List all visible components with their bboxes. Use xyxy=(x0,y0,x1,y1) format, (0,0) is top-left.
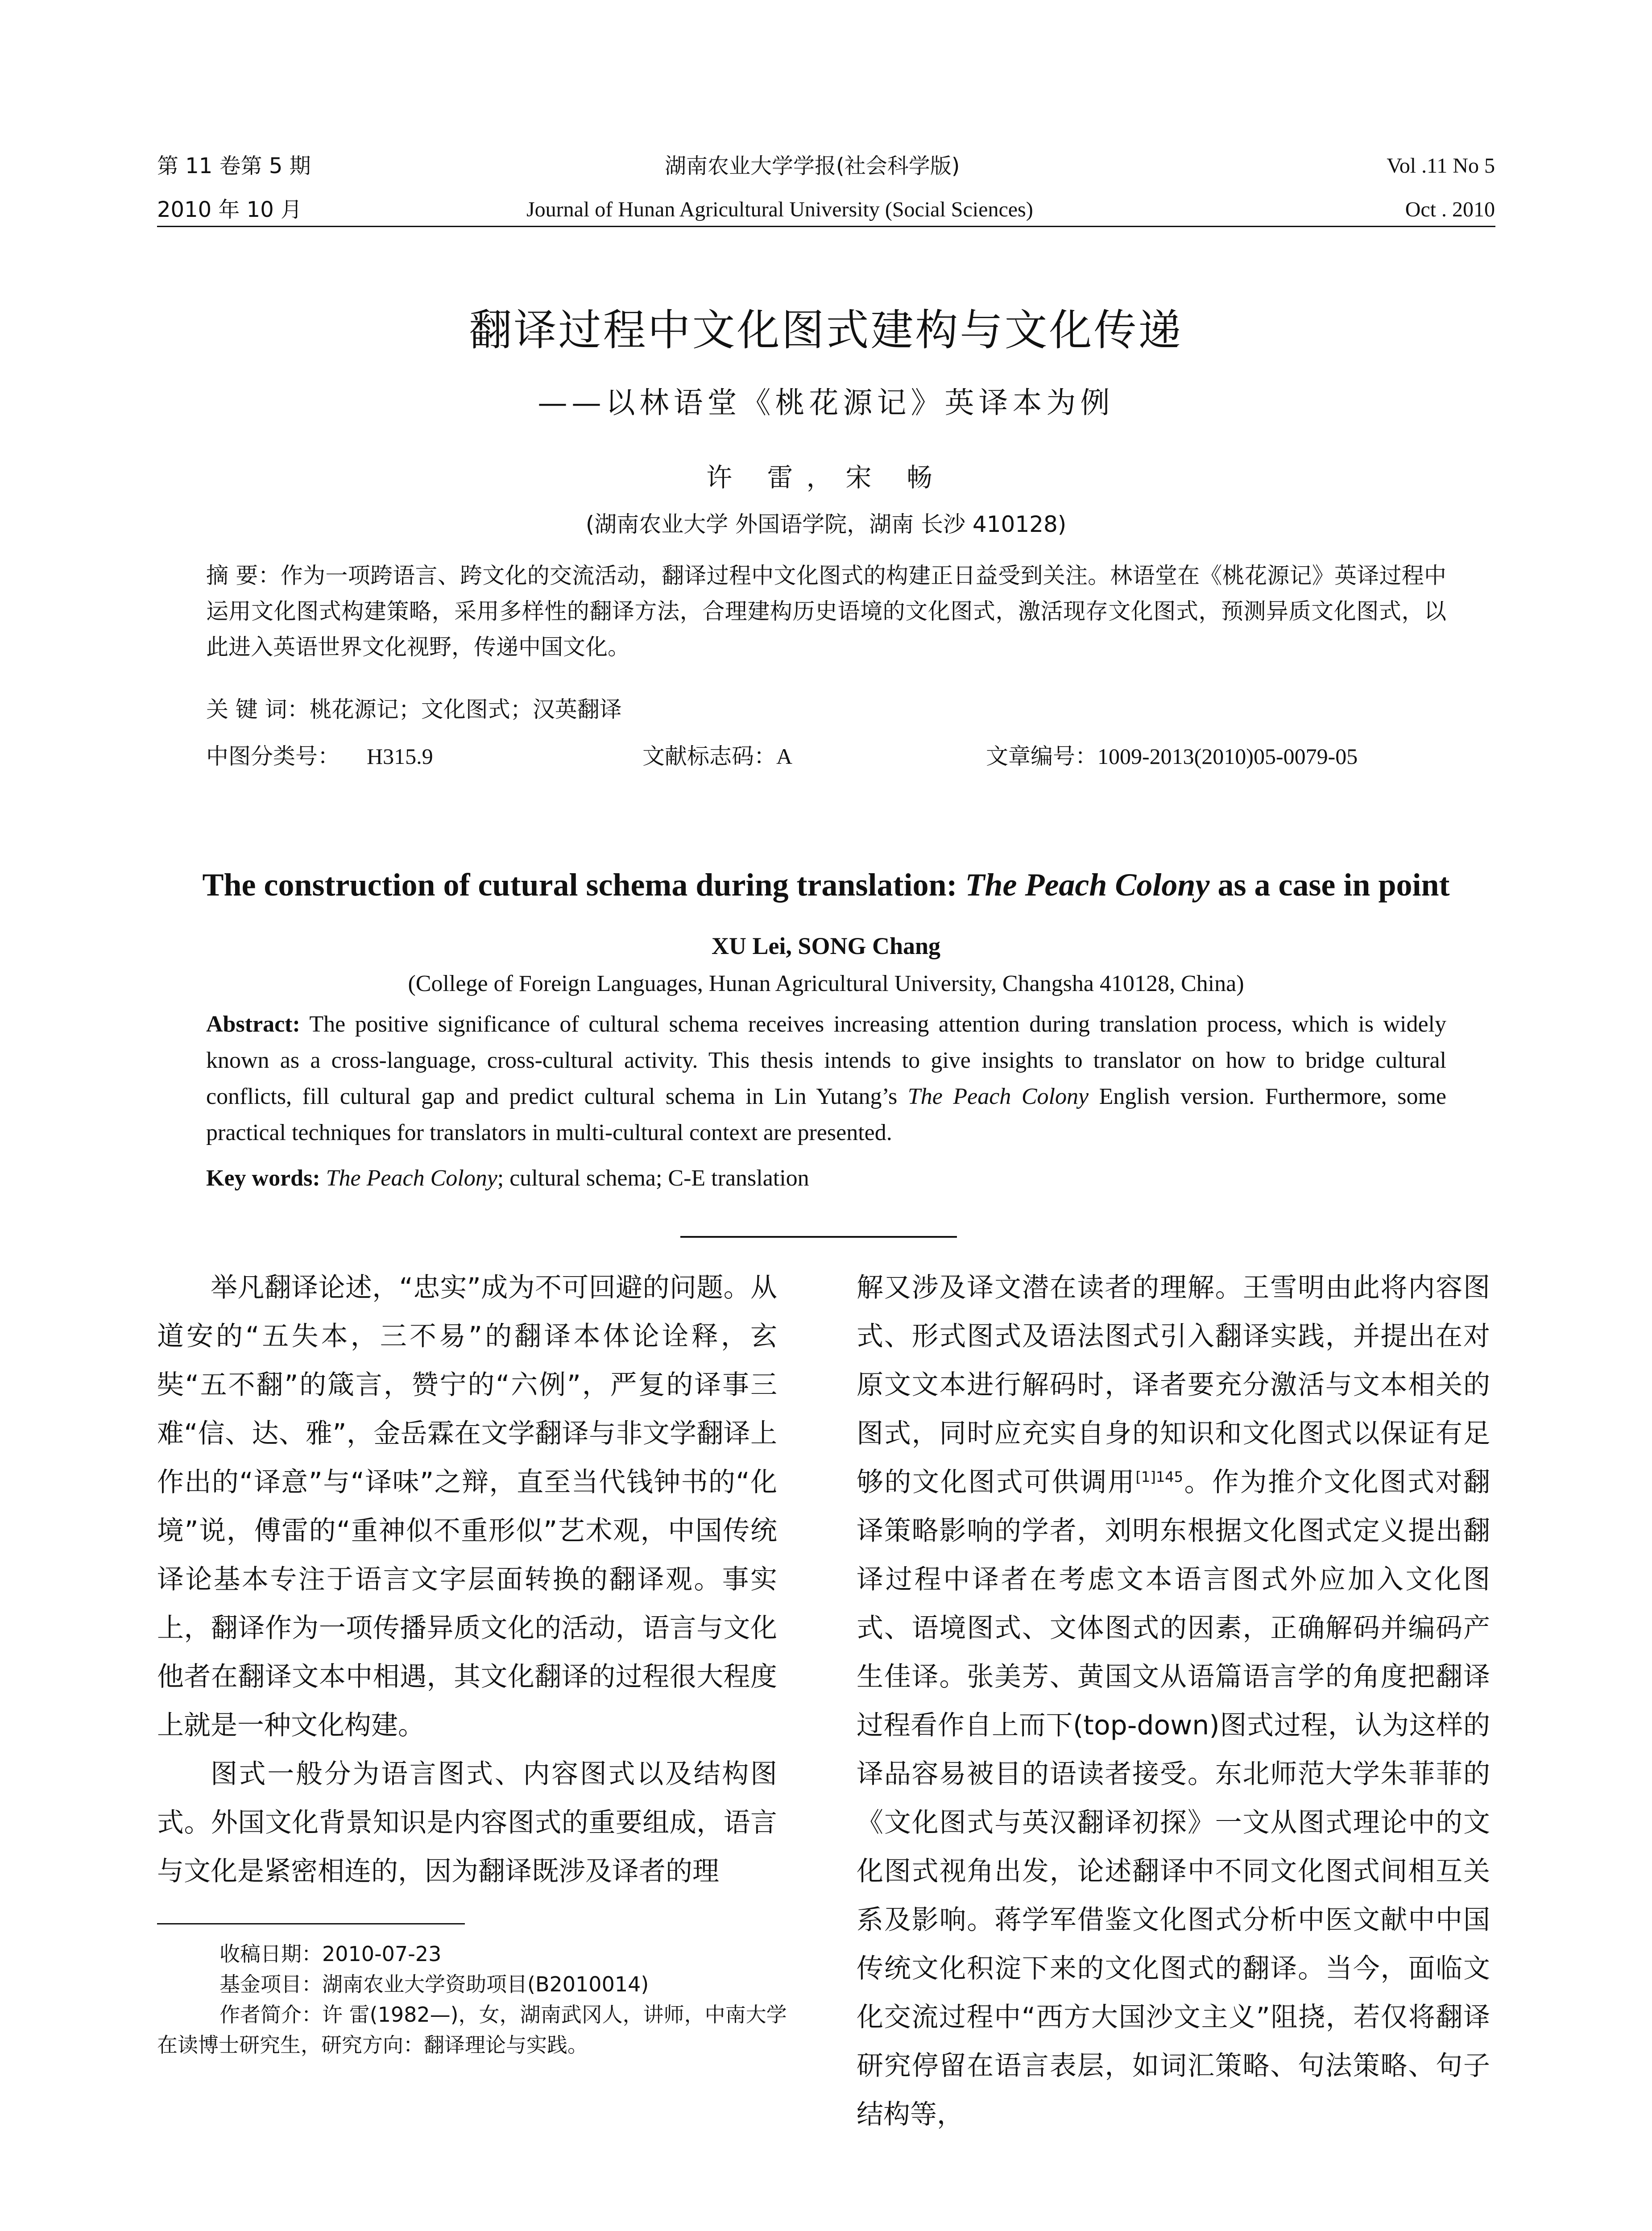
article-code xyxy=(986,741,1358,772)
authors-cn: 许 雷，宋 畅 xyxy=(706,462,946,493)
article-value: 1009-2013(2010)05-0079-05 xyxy=(1097,744,1358,769)
title-en-part2: as a case in point xyxy=(1209,867,1450,903)
body-left-paragraph-2: 图式一般分为语言图式、内容图式以及结构图式。外国文化背景知识是内容图式的重要组成，语言与文化是紧密相连的，因为翻译既涉及译者的理 xyxy=(157,1758,777,1887)
keywords-cn xyxy=(206,692,1446,727)
keywords-en-text: ; cultural schema; C-E translation xyxy=(497,1165,809,1191)
affiliation-en: (College of Foreign Languages, Hunan Agricultural University, Changsha 410128, China) xyxy=(408,971,1244,996)
clc-code xyxy=(206,741,433,772)
body-left-column xyxy=(157,1264,777,1896)
header-journal-cn: 湖南农业大学学报(社会科学版) xyxy=(665,153,960,178)
title-cn: 翻译过程中文化图式建构与文化传递 xyxy=(469,305,1183,355)
footnotes xyxy=(157,1939,791,2060)
header-journal-en: Journal of Hunan Agricultural University (Social Sciences) xyxy=(526,198,1033,221)
body-right-paragraph xyxy=(857,1264,1490,2139)
keywords-cn-label: 关 键 词： xyxy=(206,697,310,722)
doc-value: A xyxy=(776,744,793,769)
header-volume-en: Vol .11 No 5 xyxy=(1387,154,1495,178)
clc-value: H315.9 xyxy=(367,744,433,769)
authors-en: XU Lei, SONG Chang xyxy=(711,933,941,959)
body-left-paragraph-1: 举凡翻译论述，“忠实”成为不可回避的问题。从道安的“五失本，三不易”的翻译本体论诠释，玄奘“五不翻”的箴言，赞宁的“六例”，严复的译事三难“信、达、雅”，金岳霖在文学翻译与非文学翻译上作出的“译意”与“译味”之辩，直至当代钱钟书的“化境”说，傅雷的“重神似不重形似”艺术观，中国传统译论基本专注于语言文字层面转换的翻译观。事实上，翻译作为一项传播异质文化的活动，语言与文化他者在翻译文本中相遇，其文化翻译的过程很大程度上就是一种文化构建。 xyxy=(157,1272,777,1741)
header-date-cn: 2010 年 10 月 xyxy=(157,197,302,222)
abstract-en xyxy=(206,1006,1446,1151)
body-right-text2: 。作为推介文化图式对翻译策略影响的学者，刘明东根据文化图式定义提出翻译过程中译者在考虑文本语言图式外应加入文化图式、语境图式、文体图式的因素，正确解码并编码产生佳译。张美芳、黄国文从语篇语言学的角度把翻译过程看作自上而下(top-down)图式过程，认为这样的译品容易被目的语读者接受。东北师范大学朱菲菲的《文化图式与英汉翻译初探》一文从图式理论中的文化图式视角出发，论述翻译中不同文化图式间相互关系及影响。蒋学军借鉴文化图式分析中医文献中中国传统文化积淀下来的文化图式的翻译。当今，面临文化交流过程中“西方大国沙文主义”阻挠，若仅将翻译研究停留在语言表层，如词汇策略、句法策略、句子结构等， xyxy=(857,1467,1491,2130)
header-rule xyxy=(157,226,1495,227)
keywords-en-italic: The Peach Colony xyxy=(326,1165,497,1191)
article-label: 文章编号： xyxy=(986,743,1097,769)
footnote-author: 作者简介：许 雷(1982—)，女，湖南武冈人，讲师，中南大学在读博士研究生，研究方向：翻译理论与实践。 xyxy=(157,2003,787,2057)
affiliation-cn: (湖南农业大学 外国语学院，湖南 长沙 410128) xyxy=(585,511,1067,537)
abstract-en-label: Abstract: xyxy=(206,1012,300,1037)
abstract-en-text1: The positive significance of cultural schema receives increasing attention during translation process, which is widely known as a cross-language, cross-cultural activity. This thesis intends to give insights to translator on how to bridge cultural conflicts, fill cultural gap and predict cultural schema in Lin Yutang’s xyxy=(206,1012,1446,1109)
abstract-cn-text: 作为一项跨语言、跨文化的交流活动，翻译过程中文化图式的构建正日益受到关注。林语堂在《桃花源记》英译过程中运用文化图式构建策略，采用多样性的翻译方法，合理建构历史语境的文化图式，激活现存文化图式，预测异质文化图式，以此进入英语世界文化视野，传递中国文化。 xyxy=(206,563,1446,660)
keywords-en-label: Key words: xyxy=(206,1165,320,1191)
header-volume-cn: 第 11 卷第 5 期 xyxy=(157,153,311,178)
keywords-en xyxy=(206,1160,1446,1196)
subtitle-cn: ——以林语堂《桃花源记》英译本为例 xyxy=(538,386,1114,420)
section-separator xyxy=(680,1236,957,1238)
clc-label: 中图分类号： xyxy=(206,743,340,769)
title-en-part1: The construction of cutural schema during translation: xyxy=(202,867,965,903)
keywords-cn-text: 桃花源记；文化图式；汉英翻译 xyxy=(309,697,622,722)
body-right-column xyxy=(857,1264,1490,2139)
body-right-text1: 解又涉及译文潜在读者的理解。王雪明由此将内容图式、形式图式及语法图式引入翻译实践，并提出在对原文文本进行解码时，译者要充分激活与文本相关的图式，同时应充实自身的知识和文化图式以保证有足够的文化图式可供调用 xyxy=(857,1272,1490,1498)
doc-code xyxy=(642,741,792,772)
title-en xyxy=(0,863,1652,906)
doc-label: 文献标志码： xyxy=(642,743,776,769)
citation-ref: [1]145 xyxy=(1135,1468,1183,1485)
abstract-cn-label: 摘 要： xyxy=(206,563,281,589)
footnote-received: 收稿日期：2010-07-23 xyxy=(219,1942,442,1966)
header-date-en: Oct . 2010 xyxy=(1405,198,1495,221)
footnote-fund: 基金项目：湖南农业大学资助项目(B2010014) xyxy=(219,1972,649,1996)
abstract-cn xyxy=(206,558,1446,665)
title-en-italic: The Peach Colony xyxy=(965,867,1210,903)
abstract-en-text2: English version. Furthermore, some practical techniques for translators in multi-cultural context are presented. xyxy=(206,1084,1446,1145)
abstract-en-italic: The Peach Colony xyxy=(907,1084,1089,1109)
footnote-rule xyxy=(157,1923,465,1924)
